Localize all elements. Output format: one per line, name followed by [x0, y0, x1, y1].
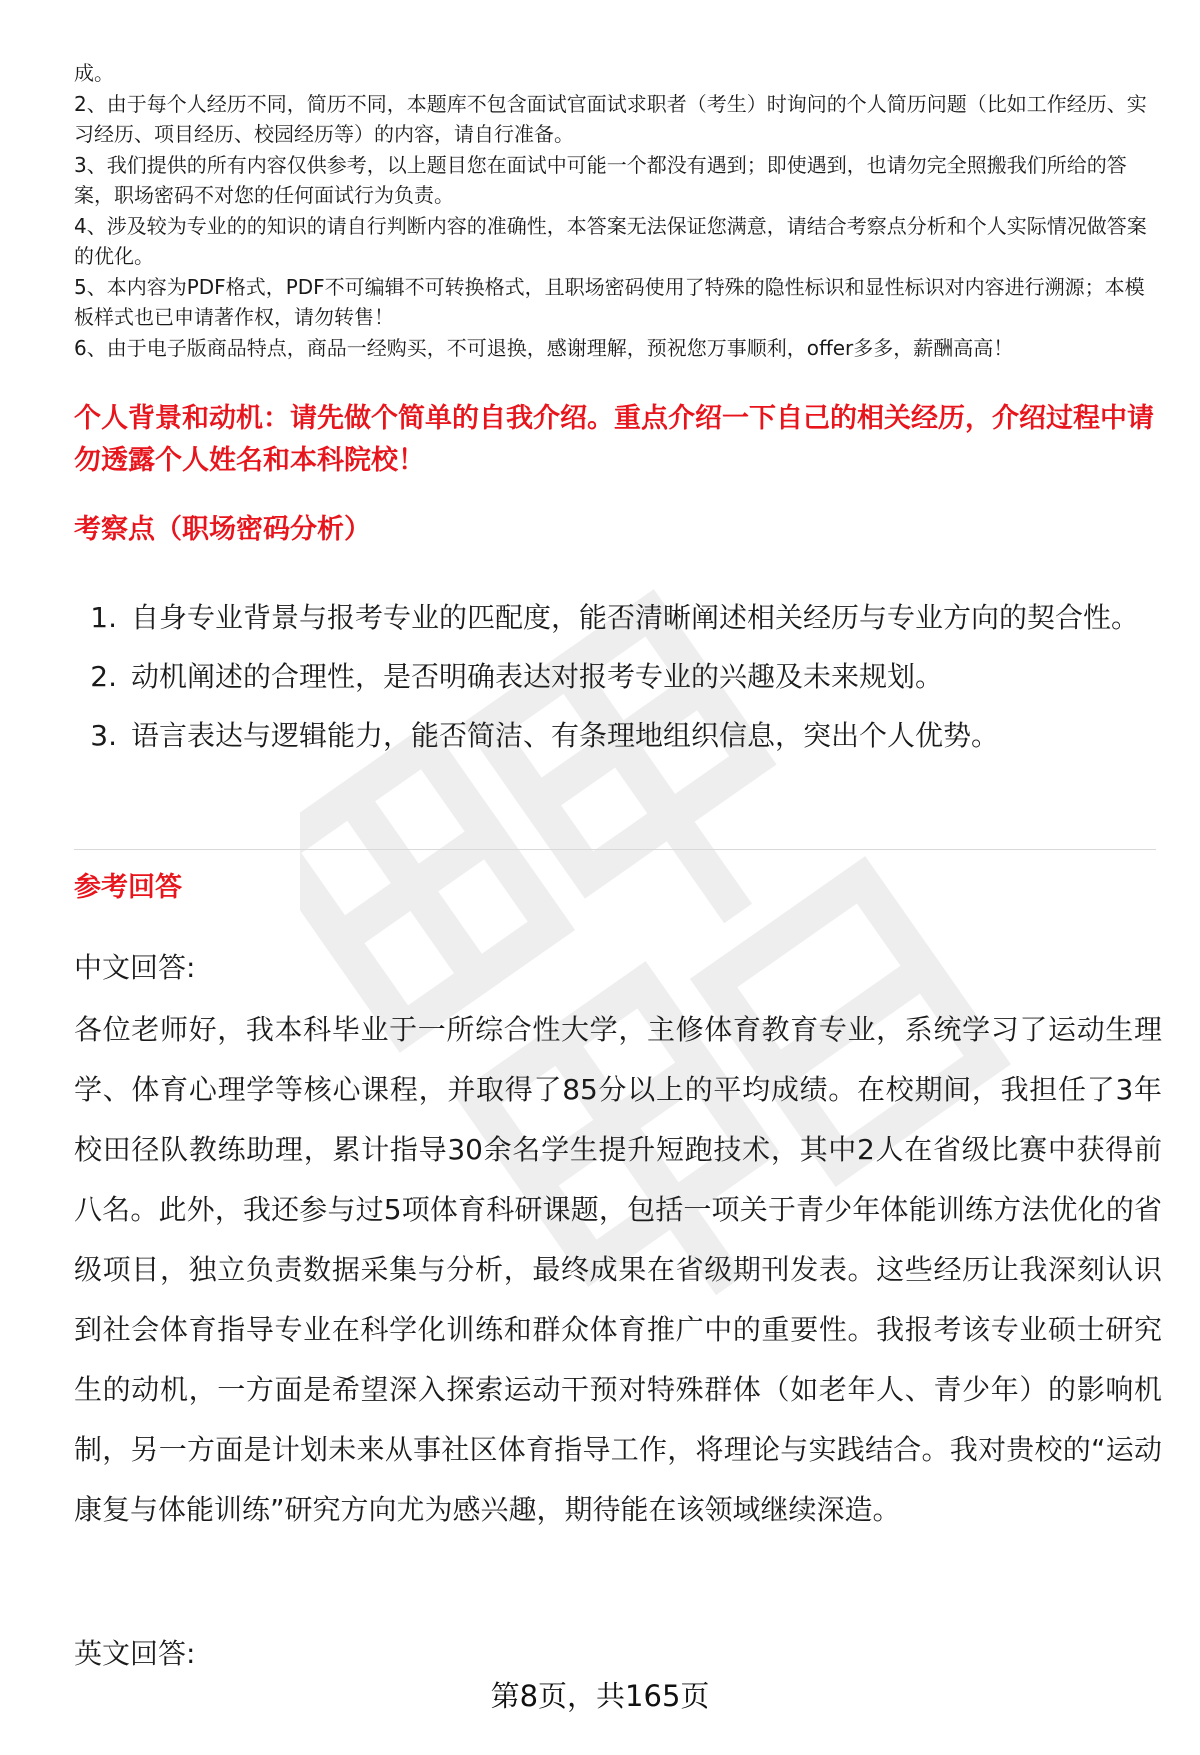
english-answer-label: 英文回答: [74, 1637, 196, 1670]
point-text: 动机阐述的合理性，是否明确表达对报考专业的兴趣及未来规划。 [131, 660, 944, 693]
note-line-3: 3、我们提供的所有内容仅供参考，以上题目您在面试中可能一个都没有遇到；即使遇到，也请勿完全照搬我们所给的答案，职场密码不对您的任何面试行为负责。 [74, 152, 1127, 207]
note-line-4: 4、涉及较为专业的的知识的请自行判断内容的准确性，本答案无法保证您满意，请结合考察点分析和个人实际情况做答案的优化。 [74, 213, 1147, 268]
point-number: 3. [90, 719, 117, 752]
list-item [74, 588, 1154, 647]
points-title: 考察点（职场密码分析） [74, 514, 371, 545]
disclaimer-notes [74, 58, 1164, 363]
list-item [74, 706, 1154, 765]
point-number: 2. [90, 660, 117, 693]
note-line-6: 6、由于电子版商品特点，商品一经购买，不可退换，感谢理解，预祝您万事顺利，offer多多，薪酬高高！ [74, 335, 1014, 360]
page-footer: 第8页，共165页 [490, 1679, 710, 1713]
list-item [74, 647, 1154, 706]
chinese-answer-body: 各位老师好，我本科毕业于一所综合性大学，主修体育教育专业，系统学习了运动生理学、体育心理学等核心课程，并取得了85分以上的平均成绩。在校期间，我担任了3年校田径队教练助理，累计指导30余名学生提升短跑技术，其中2人在省级比赛中获得前八名。此外，我还参与过5项体育科研课题，包括一项关于青少年体能训练方法优化的省级项目，独立负责数据采集与分析，最终成果在省级期刊发表。这些经历让我深刻认识到社会体育指导专业在科学化训练和群众体育推广中的重要性。我报考该专业硕士研究生的动机，一方面是希望深入探索运动干预对特殊群体（如老年人、青少年）的影响机制，另一方面是计划未来从事社区体育指导工作，将理论与实践结合。我对贵校的“运动康复与体能训练”研究方向尤为感兴趣，期待能在该领域继续深造。 [74, 1013, 1162, 1526]
note-line-2: 2、由于每个人经历不同，简历不同，本题库不包含面试官面试求职者（考生）时询问的个人简历问题（比如工作经历、实习经历、项目经历、校园经历等）的内容，请自行准备。 [74, 91, 1147, 146]
chinese-answer-label: 中文回答: [74, 951, 196, 984]
point-text: 自身专业背景与报考专业的匹配度，能否清晰阐述相关经历与专业方向的契合性。 [131, 601, 1140, 634]
answer-title: 参考回答 [74, 872, 182, 903]
note-line-1: 成。 [74, 61, 114, 85]
point-text: 语言表达与逻辑能力，能否简洁、有条理地组织信息，突出个人优势。 [131, 719, 1000, 752]
points-list [74, 588, 1154, 765]
section-divider [74, 849, 1156, 850]
question-heading: 个人背景和动机：请先做个简单的自我介绍。重点介绍一下自己的相关经历，介绍过程中请勿透露个人姓名和本科院校！ [74, 403, 1154, 476]
point-number: 1. [90, 601, 117, 634]
note-line-5: 5、本内容为PDF格式，PDF不可编辑不可转换格式，且职场密码使用了特殊的隐性标识和显性标识对内容进行溯源；本模板样式也已申请著作权，请勿转售！ [74, 274, 1145, 329]
